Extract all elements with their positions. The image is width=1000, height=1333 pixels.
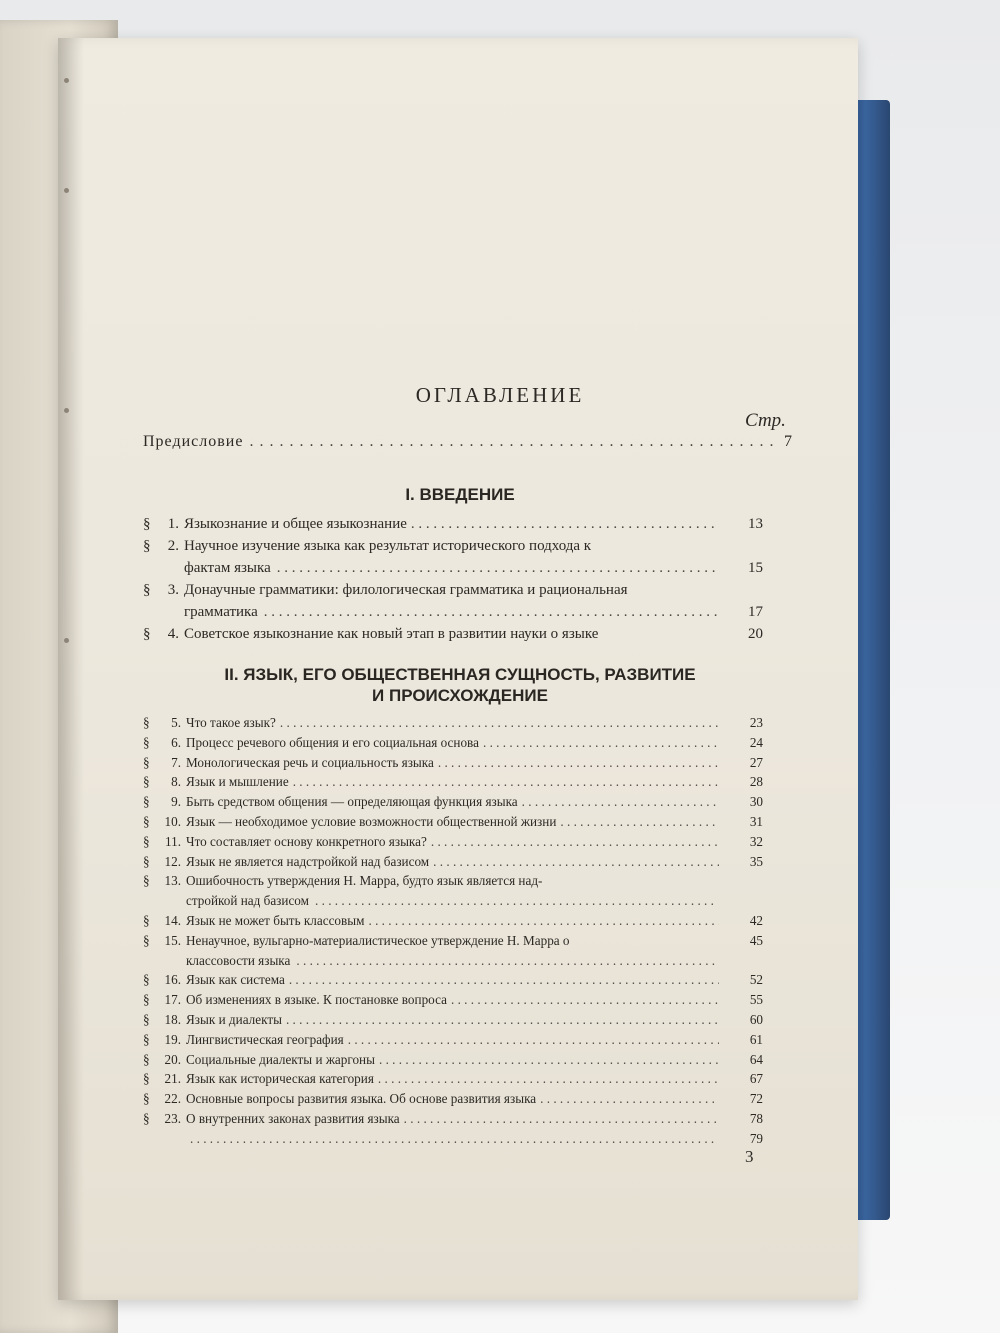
entry-title: Быть средством общения — определяющая функция языка xyxy=(186,794,518,810)
toc-entry xyxy=(143,990,763,1010)
dot-leader xyxy=(379,1050,719,1070)
binding-stitch xyxy=(64,408,69,413)
entry-page: 42 xyxy=(749,912,763,928)
page-gutter-shadow xyxy=(58,38,84,1300)
section-title-line: II. ЯЗЫК, ЕГО ОБЩЕСТВЕННАЯ СУЩНОСТЬ, РАЗВИТИЕ xyxy=(224,665,696,684)
dot-leader xyxy=(451,990,719,1010)
toc-entry xyxy=(143,852,763,872)
toc-entry xyxy=(143,792,763,812)
entry-page: 67 xyxy=(749,1071,763,1087)
dot-leader xyxy=(438,753,719,773)
binding-stitch xyxy=(64,78,69,83)
section-sign: § xyxy=(143,972,150,988)
toc-entry xyxy=(143,513,763,535)
section-sign: § xyxy=(143,833,150,849)
section-sign: § xyxy=(143,932,150,948)
entry-page: 17 xyxy=(748,604,763,620)
section-sign: § xyxy=(143,1110,150,1126)
entry-number: 20. xyxy=(164,1051,181,1067)
entry-title: Социальные диалекты и жаргоны xyxy=(186,1051,375,1067)
preface-entry xyxy=(143,433,793,451)
dot-leader xyxy=(296,951,717,971)
entry-title: Язык — необходимое условие возможности общественной жизни xyxy=(186,813,557,829)
entry-title-continuation: стройкой над базисом xyxy=(186,893,309,909)
section-sign: § xyxy=(143,853,150,869)
entry-page: 52 xyxy=(749,972,763,988)
entry-title: Язык не является надстройкой над базисом xyxy=(186,853,430,869)
dot-leader xyxy=(293,772,719,792)
section-sign: § xyxy=(143,774,150,790)
entry-number: 2. xyxy=(167,538,179,554)
binding-stitch xyxy=(64,188,69,193)
entry-title: Монологическая речь и социальность языка xyxy=(186,754,434,770)
toc-entry-continuation xyxy=(143,951,763,971)
entry-title: Донаучные грамматики: филологическая грамматика и рациональная xyxy=(184,582,628,598)
entry-number: 23. xyxy=(164,1110,181,1126)
entry-title: Что составляет основу конкретного языка? xyxy=(186,833,427,849)
toc-entry xyxy=(143,1010,763,1030)
entry-title: Основные вопросы развития языка. Об основе развития языка xyxy=(186,1091,537,1107)
section-sign: § xyxy=(143,1011,150,1027)
entry-page: 64 xyxy=(749,1051,763,1067)
entry-number: 22. xyxy=(164,1091,181,1107)
dot-leader xyxy=(280,713,719,733)
toc-entry xyxy=(143,871,763,891)
section-sign: § xyxy=(143,582,151,598)
section-sign: § xyxy=(143,626,151,642)
entry-page: 24 xyxy=(749,734,763,750)
section-sign: § xyxy=(143,813,150,829)
entry-title-continuation: грамматика xyxy=(184,604,258,620)
page-number: 3 xyxy=(745,1147,754,1166)
entry-number: 12. xyxy=(164,853,181,869)
toc-entry-continuation xyxy=(143,557,763,579)
entry-page: 23 xyxy=(749,715,763,730)
dot-leader xyxy=(315,891,717,911)
toc-entry-continuation xyxy=(143,601,763,623)
toc-entry xyxy=(143,1109,763,1129)
section-sign: § xyxy=(143,873,150,889)
entry-title-continuation: классовости языка xyxy=(186,952,291,968)
entry-number: 10. xyxy=(164,813,181,829)
section-sign: § xyxy=(143,734,150,750)
dot-leader xyxy=(431,832,719,852)
entry-page: 30 xyxy=(749,794,763,810)
entry-number: 7. xyxy=(171,754,181,770)
dot-leader xyxy=(522,792,719,812)
toc-entry xyxy=(143,911,763,931)
dot-leader xyxy=(560,812,719,832)
section-title-line: I. ВВЕДЕНИЕ xyxy=(405,485,515,504)
section-sign: § xyxy=(143,1071,150,1087)
dot-leader xyxy=(286,1010,719,1030)
toc-entry xyxy=(143,1030,763,1050)
entry-number: 1. xyxy=(167,516,179,532)
entry-page: 32 xyxy=(749,833,763,849)
toc-entry xyxy=(143,535,763,557)
toc-entry xyxy=(143,772,763,792)
entry-number: 3. xyxy=(167,582,179,598)
toc-entry xyxy=(143,931,763,951)
entry-page: 60 xyxy=(749,1011,763,1027)
entry-number: 16. xyxy=(164,972,181,988)
toc-entry xyxy=(143,753,763,773)
entry-number: 13. xyxy=(164,873,181,889)
toc-entry xyxy=(143,579,763,601)
dot-leader xyxy=(249,433,778,451)
entry-number: 11. xyxy=(165,833,181,849)
section-2-entries xyxy=(143,713,763,1149)
dot-leader xyxy=(348,1030,719,1050)
toc-entry xyxy=(143,733,763,753)
entry-title: Язык как историческая категория xyxy=(186,1071,374,1087)
entry-title: Советское языкознание как новый этап в развитии науки о языке xyxy=(184,626,599,642)
dot-leader xyxy=(264,601,717,623)
dot-leader xyxy=(483,733,719,753)
entry-number: 8. xyxy=(171,774,181,790)
section-title xyxy=(140,664,780,706)
toc-entry xyxy=(143,623,763,645)
dot-leader xyxy=(411,513,719,535)
entry-title-continuation: фактам языка xyxy=(184,560,271,576)
preface-page: 7 xyxy=(784,433,793,450)
section-sign: § xyxy=(143,516,151,532)
entry-page: 78 xyxy=(749,1110,763,1126)
entry-page: 20 xyxy=(748,626,763,642)
section-title-line: И ПРОИСХОЖДЕНИЕ xyxy=(372,686,548,705)
page-column-label: Стр. xyxy=(745,410,786,431)
section-sign: § xyxy=(143,1091,150,1107)
entry-number: 4. xyxy=(167,626,179,642)
section-title xyxy=(140,484,780,505)
entry-title: Языкознание и общее языкознание xyxy=(184,516,407,532)
section-sign: § xyxy=(143,715,150,730)
entry-page: 72 xyxy=(749,1091,763,1107)
toc-entry xyxy=(143,970,763,990)
entry-page: 31 xyxy=(749,813,763,829)
section-sign: § xyxy=(143,912,150,928)
entry-number: 17. xyxy=(164,992,181,1008)
dot-leader xyxy=(289,970,719,990)
entry-number: 9. xyxy=(171,794,181,810)
entry-title: Язык и мышление xyxy=(186,774,289,790)
dot-leader xyxy=(368,911,719,931)
entry-page: 79 xyxy=(749,1130,763,1146)
entry-number: 14. xyxy=(164,912,181,928)
toc-entry-continuation xyxy=(143,891,763,911)
entry-title: Ошибочность утверждения Н. Марра, будто язык является над- xyxy=(186,873,543,889)
entry-number: 18. xyxy=(164,1011,181,1027)
entry-title: Процесс речевого общения и его социальная основа xyxy=(186,734,479,750)
dot-leader xyxy=(404,1109,719,1129)
entry-page: 27 xyxy=(749,754,763,770)
toc-entry xyxy=(143,812,763,832)
entry-title: Что такое язык? xyxy=(186,715,276,730)
section-sign: § xyxy=(143,538,151,554)
entry-number: 21. xyxy=(164,1071,181,1087)
toc-entry xyxy=(143,832,763,852)
dot-leader xyxy=(378,1069,719,1089)
preface-label: Предисловие xyxy=(143,433,244,450)
entry-page: 15 xyxy=(748,560,763,576)
entry-title: О внутренних законах развития языка xyxy=(186,1110,400,1126)
dot-leader xyxy=(540,1089,719,1109)
dot-leader xyxy=(190,1129,717,1149)
dot-leader xyxy=(433,852,719,872)
entry-page: 45 xyxy=(749,932,763,948)
toc-entry xyxy=(143,1069,763,1089)
toc-entry xyxy=(143,1050,763,1070)
entry-page: 61 xyxy=(749,1031,763,1047)
entry-page: 13 xyxy=(748,516,763,532)
toc-entry xyxy=(143,1089,763,1109)
toc-heading: ОГЛАВЛЕНИЕ xyxy=(415,383,585,407)
entry-title: Лингвистическая география xyxy=(186,1031,344,1047)
entry-title: Об изменениях в языке. К постановке вопроса xyxy=(186,992,447,1008)
entry-page: 35 xyxy=(749,853,763,869)
entry-title: Язык не может быть классовым xyxy=(186,912,365,928)
entry-number: 15. xyxy=(164,932,181,948)
section-sign: § xyxy=(143,1031,150,1047)
binding-stitch xyxy=(64,638,69,643)
section-sign: § xyxy=(143,992,150,1008)
entry-title: Ненаучное, вульгарно-материалистическое утверждение Н. Марра о xyxy=(186,932,570,948)
dot-leader xyxy=(277,557,717,579)
toc-entry xyxy=(143,713,763,733)
section-1-entries xyxy=(143,513,763,645)
trailing-leader-row xyxy=(143,1129,763,1149)
section-sign: § xyxy=(143,794,150,810)
section-sign: § xyxy=(143,754,150,770)
entry-page: 55 xyxy=(749,992,763,1008)
entry-number: 19. xyxy=(164,1031,181,1047)
entry-page: 28 xyxy=(749,774,763,790)
entry-title: Язык как система xyxy=(186,972,285,988)
section-sign: § xyxy=(143,1051,150,1067)
entry-number: 6. xyxy=(171,734,181,750)
entry-title: Язык и диалекты xyxy=(186,1011,282,1027)
entry-number: 5. xyxy=(171,715,181,730)
entry-title: Научное изучение языка как результат исторического подхода к xyxy=(184,538,592,554)
